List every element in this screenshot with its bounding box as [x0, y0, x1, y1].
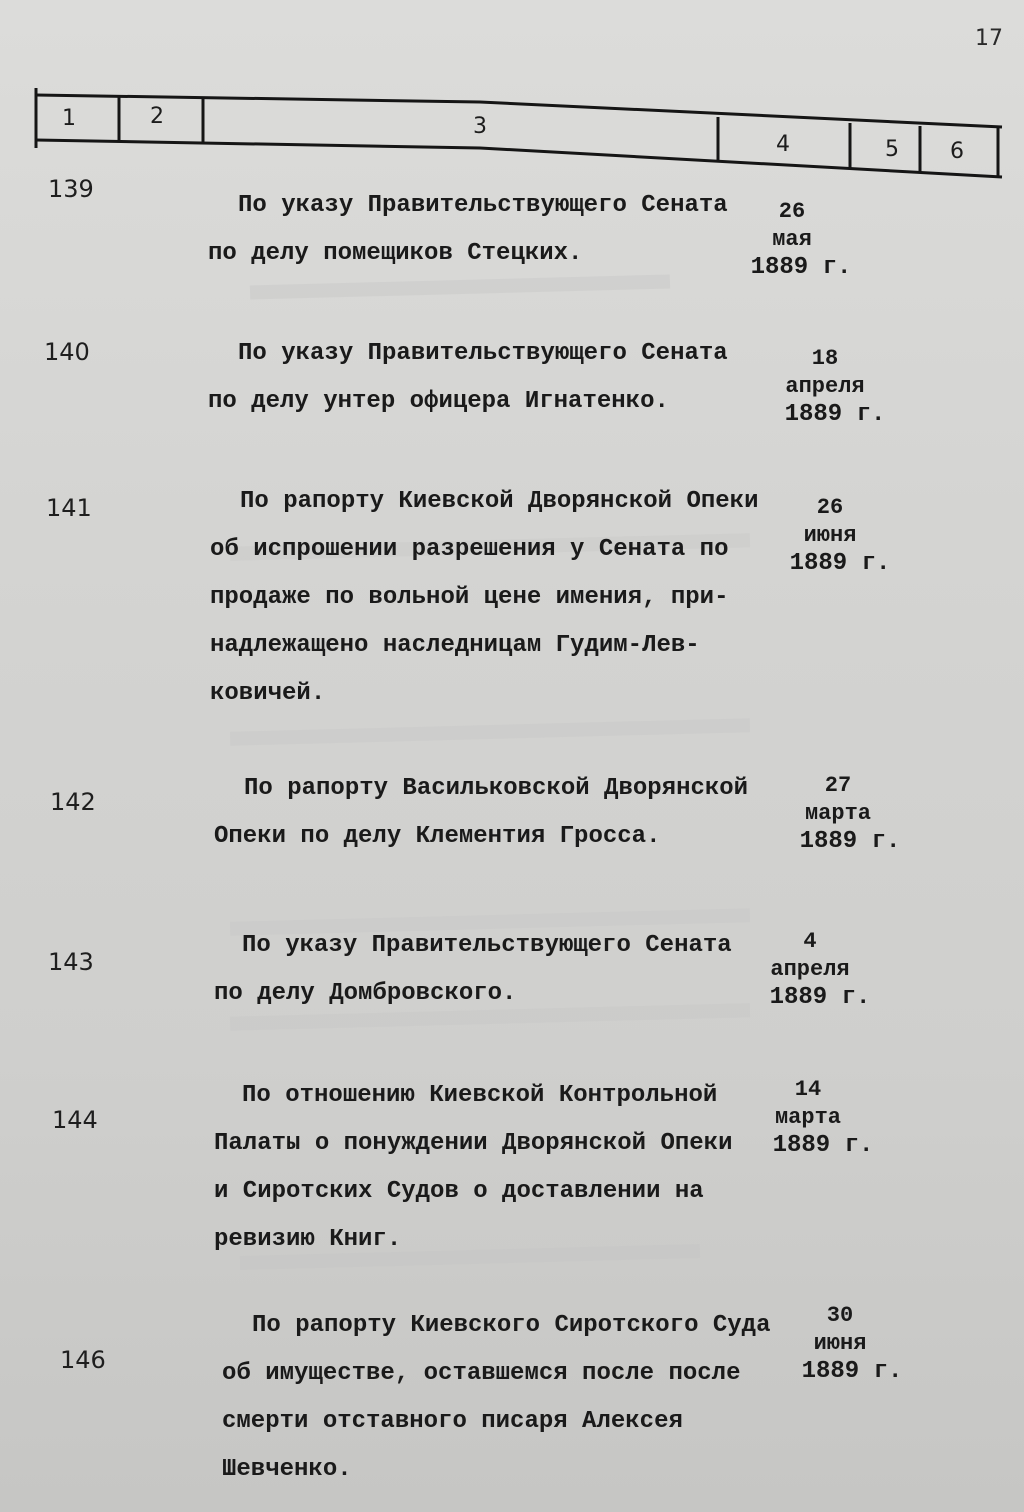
text-line: надлежащено наследницам Гудим-Лев- — [210, 632, 700, 659]
entry-date — [770, 1302, 910, 1386]
entry-description — [214, 922, 732, 1018]
date-year: 1889 г. — [789, 550, 891, 577]
text-line: По рапорту Киевского Сиротского Суда — [252, 1312, 771, 1339]
text-line: и Сиротских Судов о доставлении на — [214, 1178, 704, 1205]
date-year: 1889 г. — [801, 1358, 903, 1385]
bleed-through-shadow — [230, 718, 750, 746]
entry-date — [738, 1076, 878, 1160]
date-year: 1889 г. — [784, 401, 886, 428]
bleed-through-shadow — [250, 275, 670, 300]
text-line: ковичей. — [210, 680, 326, 707]
text-line: По рапорту Васильковской Дворянской — [244, 775, 749, 802]
date-month: июня — [803, 523, 857, 548]
date-year: 1889 г. — [769, 984, 871, 1011]
text-line: ревизию Книг. — [214, 1226, 402, 1253]
date-day: 4 — [803, 929, 817, 954]
text-line: Опеки по делу Клементия Гросса. — [214, 823, 661, 850]
header-table-lines — [30, 80, 1010, 190]
column-header-5: 5 — [885, 137, 899, 162]
date-month: апреля — [785, 374, 865, 399]
text-line: смерти отставного писаря Алексея — [222, 1408, 683, 1435]
text-line: продаже по вольной цене имения, при- — [210, 584, 729, 611]
date-day: 27 — [824, 773, 852, 798]
date-year: 1889 г. — [750, 254, 852, 281]
date-month: апреля — [770, 957, 850, 982]
date-year: 1889 г. — [799, 828, 901, 855]
column-header-3: 3 — [473, 114, 487, 139]
date-day: 18 — [811, 346, 839, 371]
entry-number: 143 — [48, 948, 94, 976]
date-month: июня — [813, 1331, 867, 1356]
date-day: 26 — [816, 495, 844, 520]
text-line: По указу Правительствующего Сената — [242, 932, 732, 959]
entry-number: 144 — [52, 1106, 98, 1134]
entry-number: 139 — [48, 175, 94, 203]
entry-description — [214, 1072, 732, 1264]
date-day: 30 — [826, 1303, 854, 1328]
entry-number: 146 — [60, 1346, 106, 1374]
text-line: об испрошении разрешения у Сената по — [210, 536, 729, 563]
column-header-1: 1 — [62, 106, 76, 131]
entry-date — [768, 772, 908, 856]
column-header-4: 4 — [776, 132, 790, 157]
entry-description — [208, 182, 728, 278]
text-line: об имуществе, оставшемся после после — [222, 1360, 741, 1387]
date-month: марта — [804, 801, 871, 826]
entry-number: 140 — [44, 338, 90, 366]
entry-description — [210, 478, 758, 718]
text-line: По указу Правительствующего Сената — [238, 192, 728, 219]
text-line: по делу Домбровского. — [214, 980, 517, 1007]
page-number: 17 — [975, 26, 1003, 51]
text-line: по делу помещиков Стецких. — [208, 240, 583, 267]
entry-description — [214, 765, 748, 861]
entry-date — [760, 494, 900, 578]
entry-number: 142 — [50, 788, 96, 816]
entry-date — [740, 928, 880, 1012]
entry-number: 141 — [46, 494, 92, 522]
date-day: 14 — [794, 1077, 822, 1102]
column-header-table — [30, 80, 1010, 190]
date-month: марта — [774, 1105, 841, 1130]
entry-description — [222, 1302, 770, 1494]
date-month: мая — [772, 227, 812, 252]
text-line: Палаты о понуждении Дворянской Опеки — [214, 1130, 733, 1157]
column-header-6: 6 — [950, 139, 964, 164]
date-year: 1889 г. — [772, 1132, 874, 1159]
text-line: Шевченко. — [222, 1456, 352, 1483]
date-day: 26 — [778, 199, 806, 224]
text-line: По рапорту Киевской Дворянской Опеки — [240, 488, 759, 515]
text-line: По отношению Киевской Контрольной — [242, 1082, 718, 1109]
column-header-2: 2 — [150, 104, 164, 129]
entry-description — [208, 330, 728, 426]
entry-date — [722, 198, 862, 282]
entry-date — [755, 345, 895, 429]
text-line: по делу унтер офицера Игнатенко. — [208, 388, 669, 415]
text-line: По указу Правительствующего Сената — [238, 340, 728, 367]
